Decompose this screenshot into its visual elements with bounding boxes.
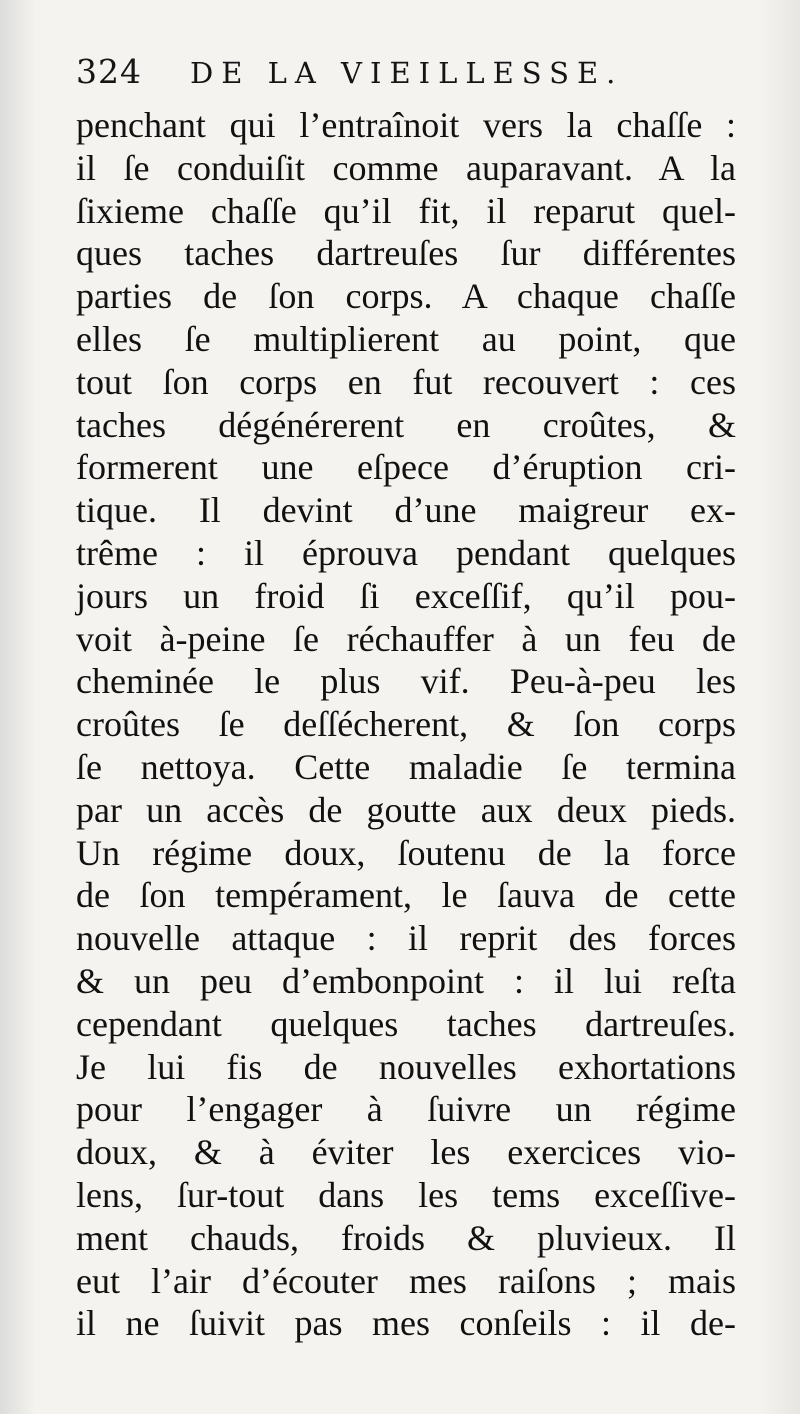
page-header xyxy=(76,52,736,102)
running-head: DE LA VIEILLESSE. xyxy=(190,56,624,90)
text-line: lens, ſur-tout dans les tems exceſſive- xyxy=(76,1174,736,1215)
text-line: pour l’engager à ſuivre un régime xyxy=(76,1089,736,1130)
text-line: ſixieme chaſſe qu’il fit, il reparut quel- xyxy=(76,190,736,231)
text-line: tique. Il devint d’une maigreur ex- xyxy=(76,490,736,531)
text-line: ſe nettoya. Cette maladie ſe termina xyxy=(76,746,736,787)
text-line: elles ſe multiplierent au point, que xyxy=(76,318,736,359)
text-line: cheminée le plus vif. Peu-à-peu les xyxy=(76,661,736,702)
text-line: jours un froid ſi exceſſif, qu’il pou- xyxy=(76,575,736,616)
text-line: il ne ſuivit pas mes conſeils : il de- xyxy=(76,1303,736,1344)
page-shadow-right xyxy=(760,0,800,1414)
page-number: 324 xyxy=(76,52,142,91)
text-line: doux, & à éviter les exercices vio- xyxy=(76,1132,736,1173)
text-line: formerent une eſpece d’éruption cri- xyxy=(76,447,736,488)
text-line: parties de ſon corps. A chaque chaſſe xyxy=(76,276,736,317)
text-line: & un peu d’embonpoint : il lui reſta xyxy=(76,960,736,1001)
text-line: taches dégénérerent en croûtes, & xyxy=(76,404,736,445)
text-line: Je lui fis de nouvelles exhortations xyxy=(76,1046,736,1087)
body-text xyxy=(76,104,736,1345)
text-line: Un régime doux, ſoutenu de la force xyxy=(76,832,736,873)
text-line: il ſe conduiſit comme auparavant. A la xyxy=(76,147,736,188)
text-line: par un accès de goutte aux deux pieds. xyxy=(76,789,736,830)
text-line: voit à-peine ſe réchauffer à un feu de xyxy=(76,618,736,659)
text-line: croûtes ſe deſſécherent, & ſon corps xyxy=(76,704,736,745)
page-shadow-left xyxy=(0,0,36,1414)
text-line: cependant quelques taches dartreuſes. xyxy=(76,1003,736,1044)
text-line: penchant qui l’entraînoit vers la chaſſe : xyxy=(76,105,736,145)
text-line: de ſon tempérament, le ſauva de cette xyxy=(76,875,736,916)
text-line: trême : il éprouva pendant quelques xyxy=(76,532,736,573)
text-line: nouvelle attaque : il reprit des forces xyxy=(76,918,736,959)
text-line: eut l’air d’écouter mes raiſons ; mais xyxy=(76,1260,736,1301)
text-line: tout ſon corps en fut recouvert : ces xyxy=(76,361,736,402)
text-line: ques taches dartreuſes ſur différentes xyxy=(76,233,736,274)
text-line: ment chauds, froids & pluvieux. Il xyxy=(76,1217,736,1258)
